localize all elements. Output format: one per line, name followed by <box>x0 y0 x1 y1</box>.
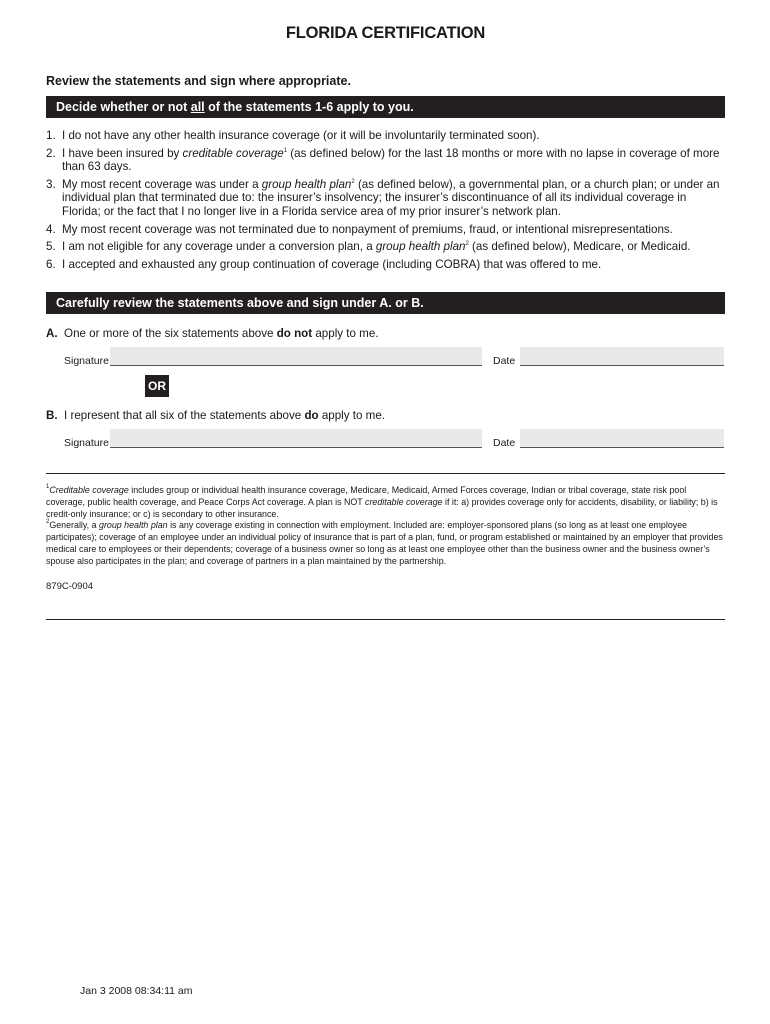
statement-2: 2. I have been insured by creditable coverage$^1$ (as defined below) for the last 18 months or more with no lapse in coverage of more than 63 days. <box>46 146 720 174</box>
date-field-a[interactable] <box>520 347 724 366</box>
date-label: Date <box>493 355 516 367</box>
statement-5: 5. I am not eligible for any coverage under a conversion plan, a group health plan$^2$ (as defined below), Medicare, or Medicaid. <box>46 240 691 254</box>
instructions-heading: Review the statements and sign where appropriate. <box>46 74 351 88</box>
signature-field-b[interactable] <box>110 429 482 448</box>
signature-row-a <box>46 347 725 367</box>
option-b: B. I represent that all six of the statements above do apply to me. <box>46 409 385 422</box>
statement-6: 6. I accepted and exhausted any group continuation of coverage (including COBRA) that was offered to me. <box>46 258 602 272</box>
statements-list <box>46 129 725 276</box>
statement-3: 3. My most recent coverage was under a group health plan$^2$ (as defined below), a governmental plan, or a church plan; or under an individual plan that terminated due to: the insurer’s insolvency; the insurer’s discontinuance of all its individual coverage in Florida; or the fact that I no longer live in a Florida service area of my prior insurer’s network plan. <box>46 178 720 218</box>
page-title: FLORIDA CERTIFICATION <box>285 24 486 42</box>
date-label: Date <box>493 437 516 449</box>
signature-label: Signature <box>64 355 109 367</box>
form-code: 879C-0904 <box>46 581 94 592</box>
divider <box>46 619 725 620</box>
divider <box>46 473 725 474</box>
option-a: A. One or more of the six statements above do not apply to me. <box>46 327 379 340</box>
section-bar-decide: Decide whether or not all of the statements 1-6 apply to you. <box>46 96 725 118</box>
print-timestamp: Jan 3 2008 08:34:11 am <box>80 985 193 997</box>
signature-field-a[interactable] <box>110 347 482 366</box>
date-field-b[interactable] <box>520 429 724 448</box>
statement-1: 1. I do not have any other health insurance coverage (or it will be involuntarily terminated soon). <box>46 129 540 142</box>
footnote-1: $^1$Creditable coverage includes group or individual health insurance coverage, Medicare, Medicaid, Armed Forces coverage, Indian or tribal coverage, state risk pool coverage, public health coverage, and Peace Corps Act coverage. A plan is NOT creditable coverage if it: a) provides coverage only for accidents, disability, or liability; b) is credit-only insurance; or c) is secondary to other insurance. <box>46 484 718 519</box>
signature-row-b <box>46 429 725 449</box>
section-bar-review: Carefully review the statements above and sign under A. or B. <box>46 292 725 314</box>
footnote-2: $^2$Generally, a group health plan is any coverage existing in connection with employment. Included are: employer-sponsored plans (so long as at least one employee participates); coverage of an employee under an individual policy of insurance that is part of a plan, fund, or program established or maintained by an employer that provides medical care to employees or their dependents; coverage of a business owner so long as at least one employee other than the business owner and the business owner’s spouse also participates in the plan; and coverage of partners in a plan maintained by the partnership. <box>46 519 723 566</box>
signature-label: Signature <box>64 437 109 449</box>
or-badge: OR <box>145 375 169 397</box>
statement-4: 4. My most recent coverage was not terminated due to nonpayment of premiums, fraud, or intentional misrepresentations. <box>46 222 673 236</box>
